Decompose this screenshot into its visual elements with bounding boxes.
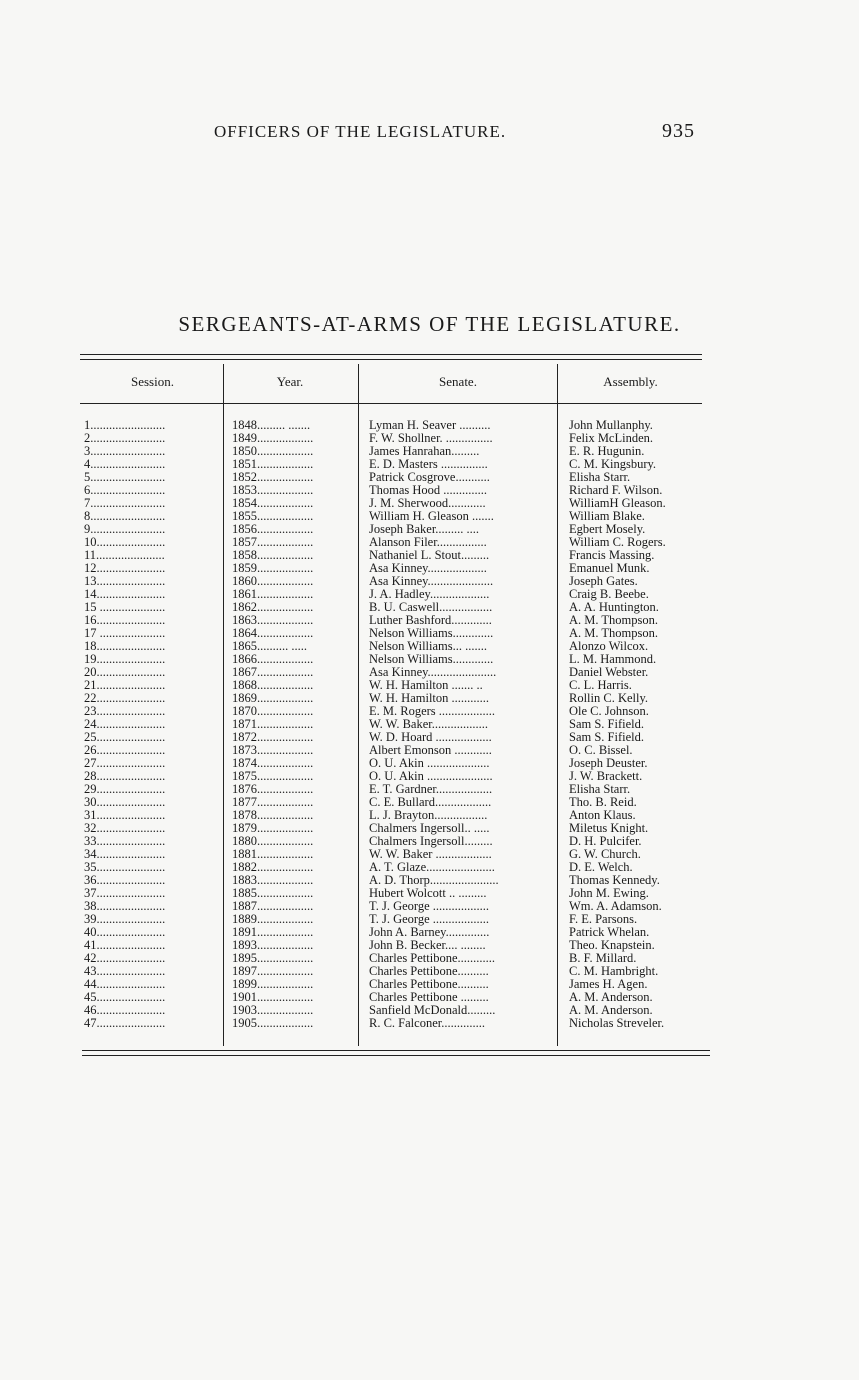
year-cell: 1854..................: [232, 497, 314, 510]
session-cell: 8........................: [84, 510, 166, 523]
senate-cell: Charles Pettibone............: [369, 952, 496, 965]
assembly-cell: Craig B. Beebe.: [569, 588, 649, 601]
session-cell: 26......................: [84, 744, 166, 757]
running-head: [0, 122, 859, 146]
senate-cell: W. H. Hamilton ....... ..: [369, 679, 483, 692]
senate-cell: John A. Barney..............: [369, 926, 490, 939]
senate-cell: E. M. Rogers ..................: [369, 705, 496, 718]
senate-cell: O. U. Akin .....................: [369, 770, 493, 783]
senate-cell: Chalmers Ingersoll.. .....: [369, 822, 490, 835]
table-row: [0, 601, 859, 614]
table-row: [0, 445, 859, 458]
year-cell: 1864..................: [232, 627, 314, 640]
assembly-cell: Ole C. Johnson.: [569, 705, 649, 718]
session-cell: 27......................: [84, 757, 166, 770]
assembly-cell: G. W. Church.: [569, 848, 641, 861]
table-row: [0, 965, 859, 978]
year-cell: 1868..................: [232, 679, 314, 692]
assembly-cell: WilliamH Gleason.: [569, 497, 666, 510]
senate-cell: Joseph Baker......... ....: [369, 523, 480, 536]
assembly-cell: L. M. Hammond.: [569, 653, 657, 666]
session-cell: 37......................: [84, 887, 166, 900]
assembly-cell: John Mullanphy.: [569, 419, 653, 432]
assembly-cell: O. C. Bissel.: [569, 744, 633, 757]
session-cell: 44......................: [84, 978, 166, 991]
session-cell: 46......................: [84, 1004, 166, 1017]
table-row: [0, 562, 859, 575]
session-cell: 6........................: [84, 484, 166, 497]
table-row: [0, 939, 859, 952]
table-row: [0, 484, 859, 497]
assembly-cell: C. M. Kingsbury.: [569, 458, 657, 471]
year-cell: 1891..................: [232, 926, 314, 939]
assembly-cell: Tho. B. Reid.: [569, 796, 637, 809]
session-cell: 3........................: [84, 445, 166, 458]
table-row: [0, 549, 859, 562]
senate-cell: Hubert Wolcott .. .........: [369, 887, 487, 900]
session-cell: 43......................: [84, 965, 166, 978]
table-bottom-rule-1: [82, 1050, 710, 1051]
running-title: OFFICERS OF THE LEGISLATURE.: [214, 122, 507, 141]
year-cell: 1863..................: [232, 614, 314, 627]
senate-cell: W. H. Hamilton ............: [369, 692, 490, 705]
senate-cell: E. D. Masters ...............: [369, 458, 488, 471]
assembly-cell: Anton Klaus.: [569, 809, 636, 822]
session-cell: 22......................: [84, 692, 166, 705]
senate-cell: A. D. Thorp......................: [369, 874, 499, 887]
session-cell: 41......................: [84, 939, 166, 952]
table-row: [0, 744, 859, 757]
senate-cell: J. M. Sherwood............: [369, 497, 486, 510]
year-cell: 1877..................: [232, 796, 314, 809]
senate-cell: Thomas Hood ..............: [369, 484, 488, 497]
column-header-session: Session.: [131, 374, 174, 389]
page-number: 935: [662, 120, 695, 142]
table-row: [0, 991, 859, 1004]
table-row: [0, 978, 859, 991]
session-cell: 31......................: [84, 809, 166, 822]
table-row: [0, 679, 859, 692]
table-row: [0, 796, 859, 809]
session-cell: 21......................: [84, 679, 166, 692]
table-row: [0, 1017, 859, 1030]
senate-cell: Nathaniel L. Stout.........: [369, 549, 490, 562]
session-cell: 24......................: [84, 718, 166, 731]
assembly-cell: Joseph Gates.: [569, 575, 638, 588]
session-cell: 35......................: [84, 861, 166, 874]
session-cell: 25......................: [84, 731, 166, 744]
year-cell: 1848......... .......: [232, 419, 311, 432]
assembly-cell: Francis Massing.: [569, 549, 655, 562]
table-row: [0, 926, 859, 939]
senate-cell: T. J. George ..................: [369, 900, 490, 913]
assembly-cell: B. F. Millard.: [569, 952, 637, 965]
senate-cell: L. J. Brayton.................: [369, 809, 488, 822]
assembly-cell: Felix McLinden.: [569, 432, 654, 445]
assembly-cell: Patrick Whelan.: [569, 926, 650, 939]
table-row: [0, 471, 859, 484]
session-cell: 11......................: [84, 549, 165, 562]
session-cell: 17 .....................: [84, 627, 166, 640]
year-cell: 1905..................: [232, 1017, 314, 1030]
year-cell: 1861..................: [232, 588, 314, 601]
table-row: [0, 575, 859, 588]
year-cell: 1858..................: [232, 549, 314, 562]
table-bottom-rule-2: [82, 1055, 710, 1056]
senate-cell: Charles Pettibone..........: [369, 965, 489, 978]
table-row: [0, 1004, 859, 1017]
senate-cell: Asa Kinney.....................: [369, 575, 494, 588]
table-row: [0, 705, 859, 718]
year-cell: 1849..................: [232, 432, 314, 445]
assembly-cell: Thomas Kennedy.: [569, 874, 660, 887]
session-cell: 23......................: [84, 705, 166, 718]
assembly-cell: Wm. A. Adamson.: [569, 900, 662, 913]
assembly-cell: C. M. Hambright.: [569, 965, 659, 978]
year-cell: 1870..................: [232, 705, 314, 718]
year-cell: 1876..................: [232, 783, 314, 796]
assembly-cell: John M. Ewing.: [569, 887, 649, 900]
assembly-cell: Elisha Starr.: [569, 783, 631, 796]
table-row: [0, 497, 859, 510]
year-cell: 1852..................: [232, 471, 314, 484]
table-row: [0, 640, 859, 653]
table-row: [0, 952, 859, 965]
table-row: [0, 809, 859, 822]
year-cell: 1903..................: [232, 1004, 314, 1017]
table-row: [0, 913, 859, 926]
assembly-cell: Emanuel Munk.: [569, 562, 650, 575]
senate-cell: Albert Emonson ............: [369, 744, 492, 757]
senate-cell: Charles Pettibone .........: [369, 991, 489, 1004]
table-row: [0, 666, 859, 679]
year-cell: 1874..................: [232, 757, 314, 770]
assembly-cell: A. M. Anderson.: [569, 1004, 653, 1017]
senate-cell: A. T. Glaze......................: [369, 861, 495, 874]
session-cell: 18......................: [84, 640, 166, 653]
session-cell: 42......................: [84, 952, 166, 965]
year-cell: 1867..................: [232, 666, 314, 679]
year-cell: 1873..................: [232, 744, 314, 757]
assembly-cell: A. M. Thompson.: [569, 627, 659, 640]
table-row: [0, 523, 859, 536]
assembly-cell: Egbert Mosely.: [569, 523, 646, 536]
assembly-cell: F. E. Parsons.: [569, 913, 638, 926]
senate-cell: Alanson Filer................: [369, 536, 487, 549]
year-cell: 1893..................: [232, 939, 314, 952]
year-cell: 1851..................: [232, 458, 314, 471]
table-row: [0, 757, 859, 770]
year-cell: 1850..................: [232, 445, 314, 458]
year-cell: 1881..................: [232, 848, 314, 861]
assembly-cell: Elisha Starr.: [569, 471, 631, 484]
assembly-cell: Miletus Knight.: [569, 822, 649, 835]
table-row: [0, 887, 859, 900]
session-cell: 5........................: [84, 471, 166, 484]
session-cell: 36......................: [84, 874, 166, 887]
assembly-cell: J. W. Brackett.: [569, 770, 643, 783]
assembly-cell: Nicholas Streveler.: [569, 1017, 665, 1030]
assembly-cell: E. R. Hugunin.: [569, 445, 645, 458]
table-row: [0, 536, 859, 549]
session-cell: 28......................: [84, 770, 166, 783]
session-cell: 38......................: [84, 900, 166, 913]
session-cell: 14......................: [84, 588, 166, 601]
table-row: [0, 848, 859, 861]
session-cell: 9........................: [84, 523, 166, 536]
session-cell: 1........................: [84, 419, 166, 432]
session-cell: 12......................: [84, 562, 166, 575]
year-cell: 1899..................: [232, 978, 314, 991]
table-row: [0, 770, 859, 783]
senate-cell: E. T. Gardner..................: [369, 783, 493, 796]
session-cell: 30......................: [84, 796, 166, 809]
table-top-rule-1: [80, 354, 702, 355]
senate-cell: Patrick Cosgrove...........: [369, 471, 490, 484]
senate-cell: Charles Pettibone..........: [369, 978, 489, 991]
table-row: [0, 692, 859, 705]
year-cell: 1853..................: [232, 484, 314, 497]
table-row: [0, 900, 859, 913]
year-cell: 1883..................: [232, 874, 314, 887]
assembly-cell: Sam S. Fifield.: [569, 731, 645, 744]
senate-cell: Lyman H. Seaver ..........: [369, 419, 491, 432]
senate-cell: William H. Gleason .......: [369, 510, 494, 523]
senate-cell: John B. Becker.... ........: [369, 939, 486, 952]
senate-cell: T. J. George ..................: [369, 913, 490, 926]
year-cell: 1889..................: [232, 913, 314, 926]
senate-cell: W. D. Hoard ..................: [369, 731, 492, 744]
table-row: [0, 588, 859, 601]
session-cell: 4........................: [84, 458, 166, 471]
session-cell: 34......................: [84, 848, 166, 861]
year-cell: 1856..................: [232, 523, 314, 536]
year-cell: 1860..................: [232, 575, 314, 588]
table-row: [0, 783, 859, 796]
session-cell: 7........................: [84, 497, 166, 510]
year-cell: 1878..................: [232, 809, 314, 822]
assembly-cell: Theo. Knapstein.: [569, 939, 655, 952]
assembly-cell: Rollin C. Kelly.: [569, 692, 649, 705]
table-row: [0, 458, 859, 471]
table-row: [0, 861, 859, 874]
senate-cell: R. C. Falconer..............: [369, 1017, 485, 1030]
senate-cell: W. W. Baker ..................: [369, 848, 492, 861]
year-cell: 1866..................: [232, 653, 314, 666]
senate-cell: Luther Bashford.............: [369, 614, 492, 627]
year-cell: 1869..................: [232, 692, 314, 705]
session-cell: 47......................: [84, 1017, 166, 1030]
session-cell: 29......................: [84, 783, 166, 796]
assembly-cell: C. L. Harris.: [569, 679, 632, 692]
session-cell: 10......................: [84, 536, 166, 549]
table-row: [0, 653, 859, 666]
table-row: [0, 822, 859, 835]
senate-cell: W. W. Baker..................: [369, 718, 488, 731]
year-cell: 1897..................: [232, 965, 314, 978]
session-cell: 45......................: [84, 991, 166, 1004]
table-body: [0, 419, 859, 1030]
year-cell: 1859..................: [232, 562, 314, 575]
assembly-cell: William C. Rogers.: [569, 536, 666, 549]
year-cell: 1879..................: [232, 822, 314, 835]
senate-cell: Asa Kinney......................: [369, 666, 497, 679]
session-cell: 20......................: [84, 666, 166, 679]
table-row: [0, 718, 859, 731]
year-cell: 1855..................: [232, 510, 314, 523]
year-cell: 1885..................: [232, 887, 314, 900]
senate-cell: Nelson Williams.............: [369, 627, 494, 640]
year-cell: 1857..................: [232, 536, 314, 549]
header-bottom-rule: [80, 403, 702, 404]
table-row: [0, 614, 859, 627]
session-cell: 2........................: [84, 432, 166, 445]
assembly-cell: James H. Agen.: [569, 978, 648, 991]
session-cell: 16......................: [84, 614, 166, 627]
table-top-rule-2: [80, 359, 702, 360]
assembly-cell: Richard F. Wilson.: [569, 484, 663, 497]
assembly-cell: Alonzo Wilcox.: [569, 640, 649, 653]
session-cell: 13......................: [84, 575, 166, 588]
year-cell: 1875..................: [232, 770, 314, 783]
year-cell: 1882..................: [232, 861, 314, 874]
senate-cell: Chalmers Ingersoll.........: [369, 835, 493, 848]
table-row: [0, 835, 859, 848]
senate-cell: J. A. Hadley...................: [369, 588, 490, 601]
assembly-cell: D. H. Pulcifer.: [569, 835, 642, 848]
assembly-cell: Daniel Webster.: [569, 666, 649, 679]
column-header-assembly: Assembly.: [603, 374, 658, 389]
year-cell: 1871..................: [232, 718, 314, 731]
page-title: SERGEANTS-AT-ARMS OF THE LEGISLATURE.: [178, 312, 681, 336]
year-cell: 1895..................: [232, 952, 314, 965]
assembly-cell: Sam S. Fifield.: [569, 718, 645, 731]
year-cell: 1887..................: [232, 900, 314, 913]
senate-cell: O. U. Akin ....................: [369, 757, 490, 770]
senate-cell: James Hanrahan.........: [369, 445, 480, 458]
table-row: [0, 627, 859, 640]
senate-cell: Nelson Williams.............: [369, 653, 494, 666]
session-cell: 33......................: [84, 835, 166, 848]
year-cell: 1865.......... .....: [232, 640, 307, 653]
assembly-cell: Joseph Deuster.: [569, 757, 648, 770]
year-cell: 1862..................: [232, 601, 314, 614]
year-cell: 1880..................: [232, 835, 314, 848]
year-cell: 1872..................: [232, 731, 314, 744]
session-cell: 32......................: [84, 822, 166, 835]
table-row: [0, 419, 859, 432]
senate-cell: C. E. Bullard..................: [369, 796, 492, 809]
assembly-cell: A. A. Huntington.: [569, 601, 659, 614]
table-row: [0, 874, 859, 887]
table-row: [0, 510, 859, 523]
senate-cell: Sanfield McDonald.........: [369, 1004, 496, 1017]
senate-cell: B. U. Caswell.................: [369, 601, 493, 614]
table-row: [0, 731, 859, 744]
column-header-year: Year.: [276, 374, 304, 389]
session-cell: 15 .....................: [84, 601, 166, 614]
session-cell: 19......................: [84, 653, 166, 666]
table-row: [0, 432, 859, 445]
year-cell: 1901..................: [232, 991, 314, 1004]
assembly-cell: A. M. Thompson.: [569, 614, 659, 627]
senate-cell: Nelson Williams... .......: [369, 640, 488, 653]
session-cell: 39......................: [84, 913, 166, 926]
assembly-cell: A. M. Anderson.: [569, 991, 653, 1004]
assembly-cell: D. E. Welch.: [569, 861, 633, 874]
assembly-cell: William Blake.: [569, 510, 645, 523]
senate-cell: Asa Kinney...................: [369, 562, 487, 575]
column-header-senate: Senate.: [439, 374, 477, 389]
session-cell: 40......................: [84, 926, 166, 939]
senate-cell: F. W. Shollner. ...............: [369, 432, 493, 445]
